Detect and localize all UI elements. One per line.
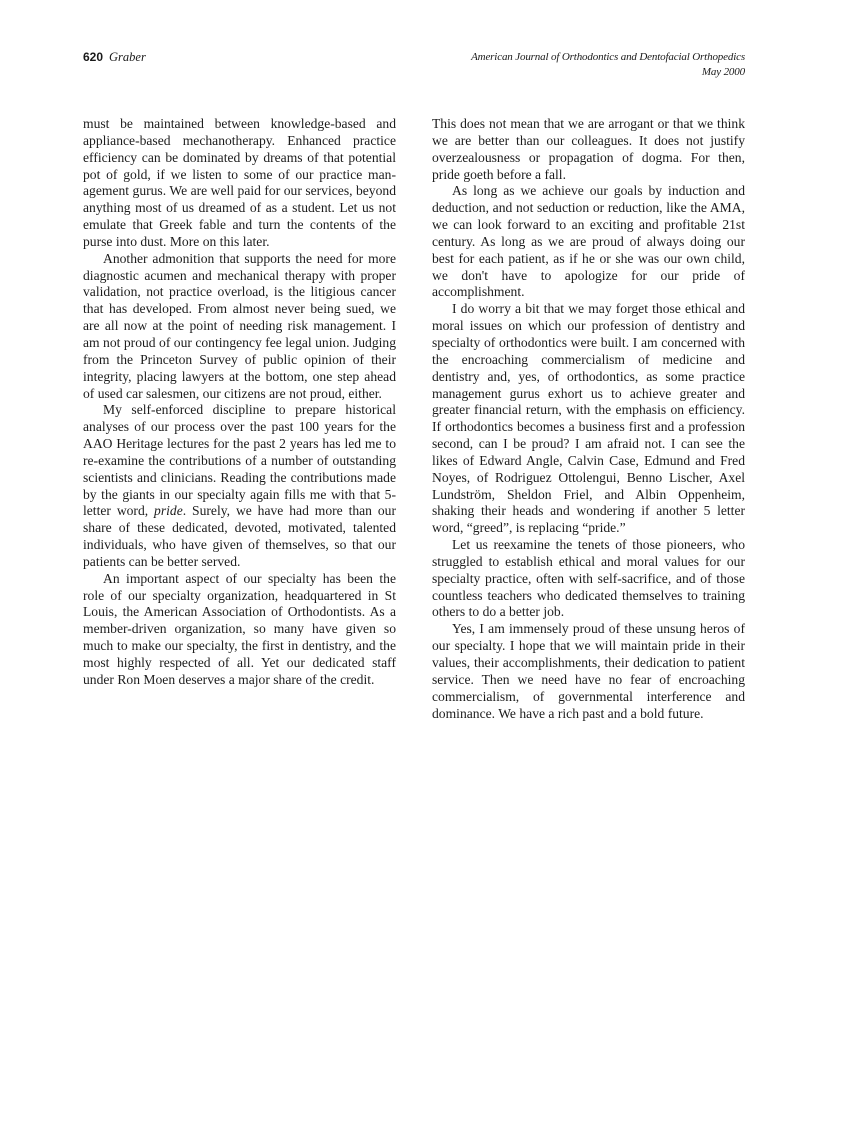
running-head-left xyxy=(83,50,146,64)
emphasized-word: pride xyxy=(154,503,183,519)
issue-date: May 2000 xyxy=(701,65,745,78)
paragraph xyxy=(83,402,396,570)
paragraph: This does not mean that we are arrogant or that we think we are better than our colleagues. It does not justify overzealousness or propagation of dogma. For then, pride goeth before a fall. xyxy=(432,116,745,182)
paragraph: An important aspect of our specialty has been the role of our specialty organization, headquartered in St Louis, the American Association of Orthodontists. As a member-driven organization, so many have given so much to make our specialty, the first in dentistry, and the most highly respected of all. Yet our dedicated staff under Ron Moen deserves a major share of the credit. xyxy=(83,570,396,687)
running-head xyxy=(83,50,745,84)
text-run: . Surely, we have had more than our share of these dedicated, devoted, motivated, talented individuals, who have given of themselves, so that our patients can be better served. xyxy=(83,503,396,569)
running-head-right xyxy=(471,50,745,79)
journal-title: American Journal of Orthodontics and Dentofacial Orthopedics xyxy=(471,51,745,63)
paragraph: must be maintained between knowledge-based and appliance-based mechanotherapy. Enhanced practice efficiency can be dominated by dreams of that potential pot of gold, if we listen to some of our practice management gurus. We are well paid for our services, beyond anything most of us dreamed of as a student. Let us not emulate that Greek fable and turn the contents of the purse into dust. More on this later. xyxy=(83,116,396,249)
text-run: My self-enforced discipline to prepare historical analyses of our process over the past 100 years for the AAO Heritage lectures for the past 2 years has led me to re-examine the contributions of a number of outstanding scientists and clinicians. Reading the contributions made by the giants in our specialty again fills me with that 5-letter word, xyxy=(83,402,396,519)
right-column xyxy=(432,116,745,722)
paragraph: Yes, I am immensely proud of these unsung heros of our specialty. I hope that we will maintain pride in their values, their accomplishments, their dedication to patient service. Then we need have no fear of encroaching commercialism, of governmental interference and dominance. We have a rich past and a bold future. xyxy=(432,621,745,721)
paragraph: Let us reexamine the tenets of those pioneers, who struggled to establish ethical and moral values for our specialty practice, often with self-sacrifice, and of those countless teachers who dedicated themselves to training others to do a better job. xyxy=(432,537,745,620)
page-number: 620 xyxy=(83,50,104,64)
paragraph: I do worry a bit that we may forget those ethical and moral issues on which our profession of dentistry and specialty of orthodontics were built. I am concerned with the encroaching commercialism of medicine and dentistry and, yes, of orthodontics, as some practice management gurus exhort us to achieve greater and greater financial return, with the emphasis on efficiency. If orthodontics becomes a business first and a profession second, can I be proud? I am afraid not. I can see the likes of Edward Angle, Calvin Case, Edmund and Fred Noyes, of Rodriguez Ottolengui, Benno Lischer, Axel Lundström, Sheldon Friel, and Albin Oppenheim, shaking their heads and wondering if another 5 letter word, “greed”, is replacing “pride.” xyxy=(432,301,745,536)
paragraph: Another admonition that supports the need for more diagnostic acumen and mechanical therapy with proper validation, not practice overload, is the litigious cancer that has developed. From almost never being sued, we are all now at the point of needing risk management. I am not proud of our contingency fee legal union. Judging from the Princeton Survey of public opinion of their integrity, placing lawyers at the bottom, one step ahead of used car salesmen, our citizens are not proud, either. xyxy=(83,250,396,401)
left-column xyxy=(83,116,396,689)
author-name: Graber xyxy=(109,50,146,64)
paragraph: As long as we achieve our goals by induction and deduction, and not seduction or reduction, like the AMA, we can look forward to an exciting and profitable 21st century. As long as we are proud of always doing our best for each patient, as if he or she was our own child, we don't have to apologize for our pride of accomplishment. xyxy=(432,183,745,300)
